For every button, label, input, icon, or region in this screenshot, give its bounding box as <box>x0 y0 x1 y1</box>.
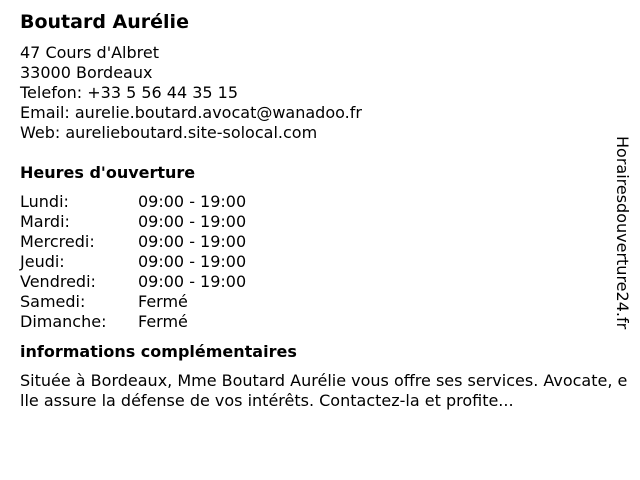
day-hours: 09:00 - 19:00 <box>138 252 247 271</box>
day-label: Vendredi: <box>20 272 96 291</box>
address-street: 47 Cours d'Albret <box>20 43 159 62</box>
hours-row-saturday <box>20 292 246 312</box>
day-label: Dimanche: <box>20 312 107 331</box>
hours-row-wednesday <box>20 232 246 252</box>
address-city: 33000 Bordeaux <box>20 63 153 82</box>
business-description: Située à Bordeaux, Mme Boutard Aurélie vous offre ses services. Avocate, elle assure la défense de vos intérêts. Contactez-la et profite... <box>20 371 628 410</box>
day-label: Mercredi: <box>20 232 95 251</box>
day-hours: 09:00 - 19:00 <box>138 272 247 291</box>
web-line: Web: aurelieboutard.site-solocal.com <box>20 123 318 142</box>
day-hours: Fermé <box>138 312 188 331</box>
hours-row-thursday <box>20 252 246 272</box>
day-label: Samedi: <box>20 292 86 311</box>
hours-row-sunday <box>20 312 246 332</box>
business-name: Boutard Aurélie <box>20 11 189 33</box>
additional-info-heading: informations complémentaires <box>20 342 297 361</box>
day-hours: 09:00 - 19:00 <box>138 232 247 251</box>
day-label: Jeudi: <box>20 252 65 271</box>
site-watermark: Horairesdouverture24.fr <box>613 136 632 330</box>
phone-line: Telefon: +33 5 56 44 35 15 <box>20 83 239 102</box>
day-hours: 09:00 - 19:00 <box>138 192 247 211</box>
day-hours: Fermé <box>138 292 188 311</box>
day-hours: 09:00 - 19:00 <box>138 212 247 231</box>
hours-row-tuesday <box>20 212 246 232</box>
opening-hours-table <box>20 192 246 332</box>
opening-hours-heading: Heures d'ouverture <box>20 163 196 182</box>
day-label: Lundi: <box>20 192 69 211</box>
email-line: Email: aurelie.boutard.avocat@wanadoo.fr <box>20 103 362 122</box>
day-label: Mardi: <box>20 212 70 231</box>
hours-row-monday <box>20 192 246 212</box>
hours-row-friday <box>20 272 246 292</box>
